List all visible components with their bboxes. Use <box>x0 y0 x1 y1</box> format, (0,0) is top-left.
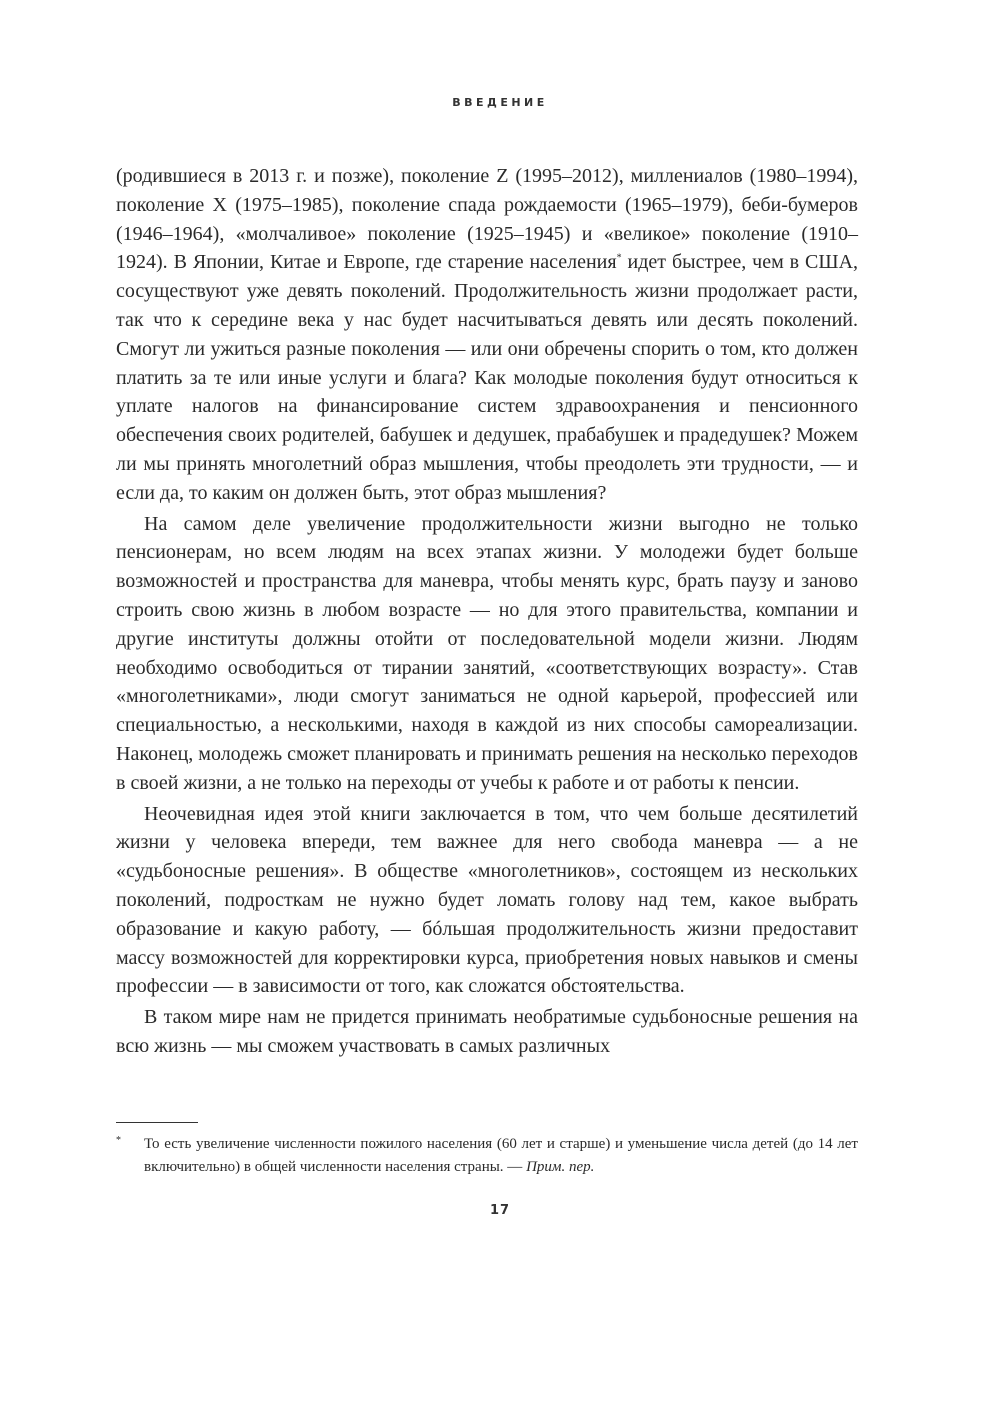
paragraph-1 <box>116 162 858 508</box>
paragraph-3: Неочевидная идея этой книги заключается в том, что чем больше десятилетий жизни у человека впереди, тем важнее для него свобода маневра — а не «судьбоносные решения». В обществе «многолетников», состоящем из нескольких поколений, подросткам не нужно будет ломать голову над тем, какое выбрать образование и какую работу, — бóльшая продолжительность жизни предоставит массу возможностей для корректировки курса, приобретения новых навыков и смены профессии — в зависимости от того, как сложатся обстоятельства. <box>116 802 858 998</box>
page-number: 17 <box>489 1203 511 1218</box>
paragraph-1-text-a: (родившиеся в 2013 г. и позже), поколение Z (1995–2012), миллениалов (1980–1994), поколение X (1975–1985), поколение спада рождаемости (1965–1979), беби-бумеров (1946–1964), «молчаливое» поколение (1925–1945) и «великое» поколение (1910–1924). В Японии, Китае и Европе, где старение населения <box>116 165 858 274</box>
paragraph-4: В таком мире нам не придется принимать необратимые судьбоносные решения на всю жизнь — мы сможем участвовать в самых различных <box>116 1006 858 1057</box>
footnote-reference-mark[interactable]: * <box>616 252 622 264</box>
footnote <box>116 1133 858 1178</box>
footnote-text: То есть увеличение численности пожилого населения (60 лет и старше) и уменьшение числа детей (до 14 лет включительно) в общей численности населения страны. — <box>144 1136 858 1175</box>
main-text <box>116 162 858 1061</box>
paragraph-2: На самом деле увеличение продолжительности жизни выгодно не только пенсионерам, но всем людям на всех этапах жизни. У молодежи будет больше возможностей и пространства для маневра, чтобы менять курс, брать паузу и заново строить свою жизнь в любом возрасте — но для этого правительства, компании и другие институты должны отойти от последовательной модели жизни. Людям необходимо освободиться от тирании занятий, «соответствующих возрасту». Став «многолетниками», люди смогут заниматься не одной карьерой, профессией или специальностью, а несколькими, находя в каждой из них способы самореализации. Наконец, молодежь сможет планировать и принимать решения на несколько переходов в своей жизни, а не только на переходы от учебы к работе и от работы к пенсии. <box>116 512 858 794</box>
footnote-body <box>144 1133 858 1178</box>
footnote-marker: * <box>116 1135 121 1146</box>
footnote-divider <box>116 1122 198 1123</box>
translator-note: Прим. пер. <box>526 1158 595 1175</box>
paragraph-1-text-b: идет быстрее, чем в США, сосуществуют уже девять поколений. Продолжительность жизни продолжает расти, так что к середине века у нас будет насчитываться девять или десять поколений. Смогут ли ужиться разные поколения — или они обречены спорить о том, кто должен платить за те или иные услуги и блага? Как молодые поколения будут относиться к уплате налогов на финансирование систем здравоохранения и пенсионного обеспечения своих родителей, бабушек и дедушек, прабабушек и прадедушек? Можем ли мы принять многолетний образ мышления, чтобы преодолеть эти трудности, — и если да, то каким он должен быть, этот образ мышления? <box>116 251 859 504</box>
running-head: ВВЕДЕНИЕ <box>452 96 548 109</box>
